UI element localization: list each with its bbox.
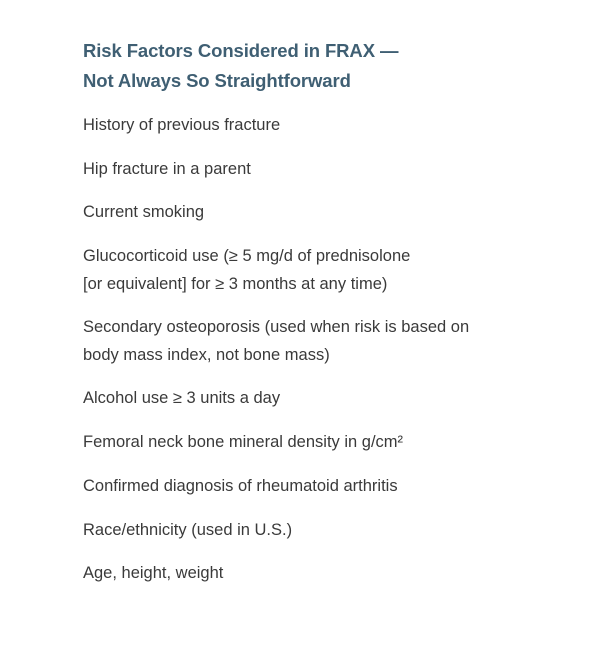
risk-factor-previous-fracture: History of previous fracture — [83, 116, 281, 134]
risk-factor-secondary-osteoporosis: Secondary osteoporosis (used when risk is based on body mass index, not bone mass) — [83, 318, 470, 364]
risk-factor-parent-hip-fracture: Hip fracture in a parent — [83, 159, 251, 178]
page-title — [83, 36, 553, 96]
risk-factor-glucocorticoid: Glucocorticoid use (≥ 5 mg/d of prednisolone [or equivalent] for ≥ 3 months at any time) — [83, 247, 411, 293]
risk-factor-smoking: Current smoking — [83, 203, 205, 222]
title-line-2: Not Always So Straightforward — [83, 70, 351, 91]
risk-factor-alcohol: Alcohol use ≥ 3 units a day — [83, 389, 281, 408]
risk-factor-race-ethnicity: Race/ethnicity (used in U.S.) — [83, 520, 293, 539]
risk-factor-list — [83, 112, 553, 588]
risk-factor-bone-density: Femoral neck bone mineral density in g/cm² — [83, 433, 404, 452]
risk-factor-age-height-weight: Age, height, weight — [83, 564, 224, 583]
risk-factor-rheumatoid-arthritis: Confirmed diagnosis of rheumatoid arthritis — [83, 476, 398, 495]
title-line-1: Risk Factors Considered in FRAX — — [83, 40, 399, 61]
risk-factors-panel — [83, 36, 553, 604]
